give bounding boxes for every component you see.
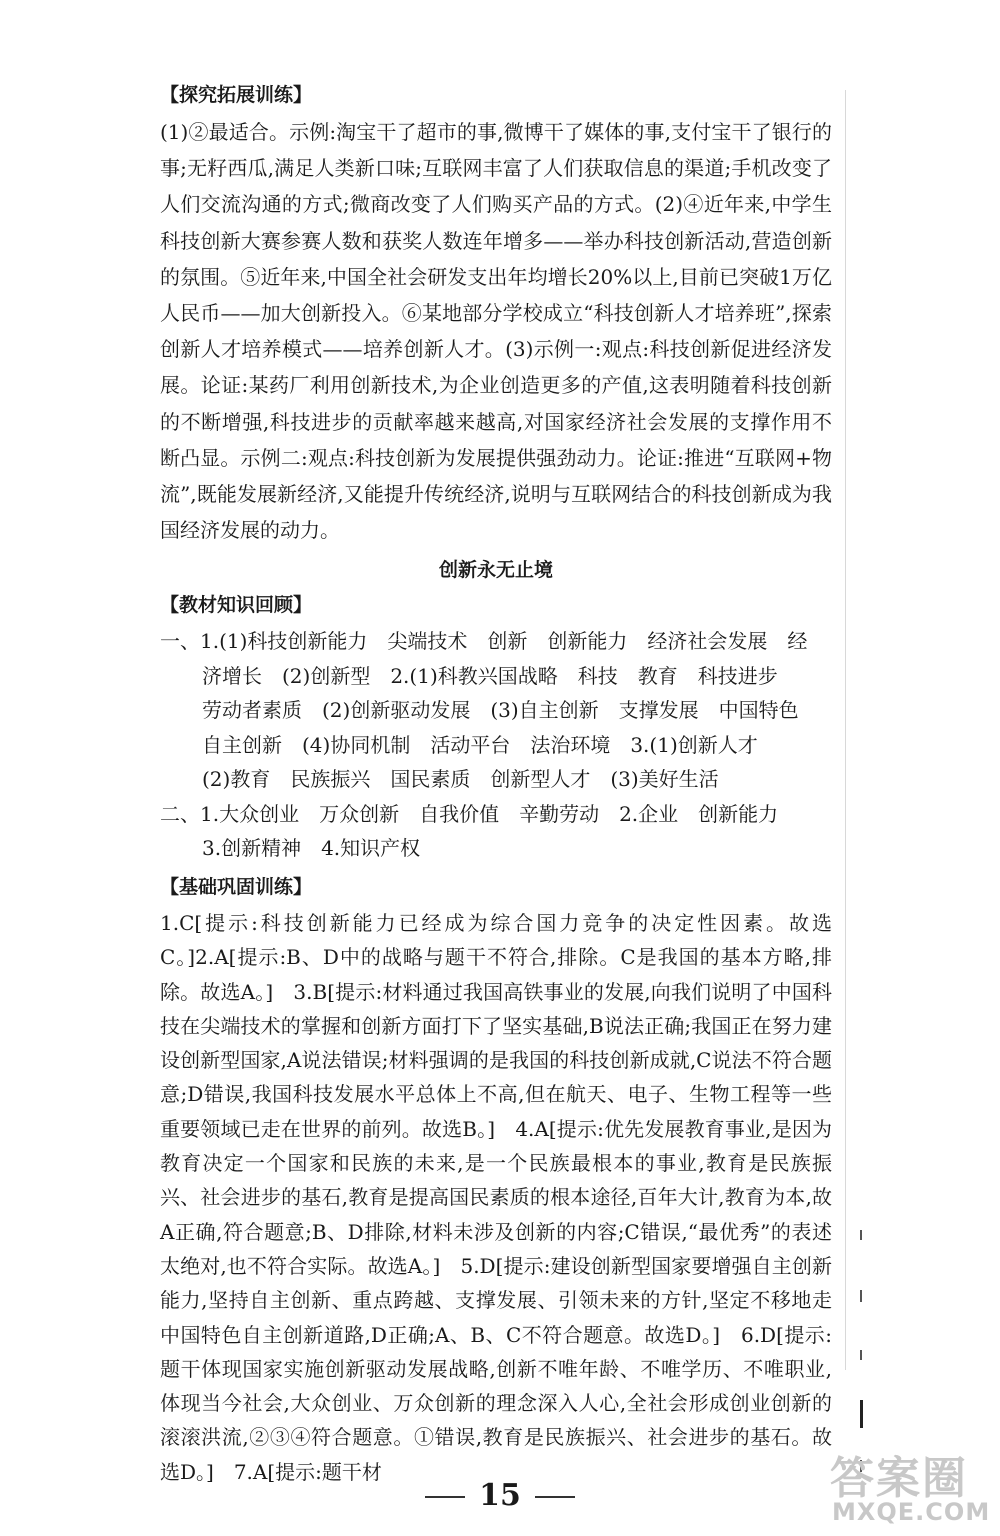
- page-body: [160, 78, 832, 1489]
- basic-section-heading: 【基础巩固训练】: [160, 875, 313, 898]
- knowledge-line: 二、1.大众创业 万众创新 自我价值 辛勤劳动 2.企业 创新能力: [160, 801, 779, 826]
- site-watermark: [826, 1442, 996, 1532]
- knowledge-line: 劳动者素质 (2)创新驱动发展 (3)自主创新 支撑发展 中国特色: [202, 698, 799, 723]
- knowledge-line: 济增长 (2)创新型 2.(1)科教兴国战略 科技 教育 科技进步: [202, 663, 778, 688]
- page-margin-rule: [845, 90, 846, 1370]
- basic-section-answers: 1.C[提示:科技创新能力已经成为综合国力竞争的决定性因素。故选C。]2.A[提示:B、D中的战略与题干不符合,排除。C是我国的基本方略,排除。故选A。] 3.B[提示:材料通过我国高铁事业的发展,向我们说明了中国科技在尖端技术的掌握和创新方面打下了坚实基础,B说法正确;我国正在努力建设创新型国家,A说法错误;材料强调的是我国的科技创新成就,C说法不符合题意;D错误,我国科技发展水平总体上不高,但在航天、电子、生物工程等一些重要领域已走在世界的前列。故选B。] 4.A[提示:优先发展教育事业,是因为教育决定一个国家和民族的未来,是一个民族最根本的事业,教育是民族振兴、社会进步的基石,教育是提高国民素质的根本途径,百年大计,教育为本,故A正确,符合题意;B、D排除,材料未涉及创新的内容;C错误,“最优秀”的表述太绝对,也不符合实际。故选A。] 5.D[提示:建设创新型国家要增强自主创新能力,坚持自主创新、重点跨越、支撑发展、引领未来的方针,坚定不移地走中国特色自主创新道路,D正确;A、B、C不符合题意。故选D。] 6.D[提示:题干体现国家实施创新驱动发展战略,创新不唯年龄、不唯学历、不唯职业,体现当今社会,大众创业、万众创新的理念深入人心,全社会形成创业创新的滚滚洪流,②③④符合题意。①错误,教育是民族振兴、社会进步的基石。故选D。] 7.A[提示:题干材: [160, 910, 832, 1484]
- knowledge-section-heading: 【教材知识回顾】: [160, 594, 313, 617]
- footer-dash-right: [535, 1496, 575, 1498]
- watermark-site: MXQE.COM: [832, 1498, 991, 1526]
- footer-dash-left: [425, 1496, 465, 1498]
- explore-section-heading: 【探究拓展训练】: [160, 84, 313, 106]
- explore-section-answers: (1)②最适合。示例:淘宝干了超市的事,微博干了媒体的事,支付宝干了银行的事;无籽西瓜,满足人类新口味;互联网丰富了人们获取信息的渠道;手机改变了人们交流沟通的方式;微商改变了人们购买产品的方式。(2)④近年来,中学生科技创新大赛参赛人数和获奖人数连年增多——举办科技创新活动,营造创新的氛围。⑤近年来,中国全社会研发支出年均增长20%以上,目前已突破1万亿人民币——加大创新投入。⑥某地部分学校成立“科技创新人才培养班”,探索创新人才培养模式——培养创新人才。(3)示例一:观点:科技创新促进经济发展。论证:某药厂利用创新技术,为企业创造更多的产值,这表明随着科技创新的不断增强,科技进步的贡献率越来越高,对国家经济社会发展的支撑作用不断凸显。示例二:观点:科技创新为发展提供强劲动力。论证:推进“互联网+物流”,既能发展新经济,又能提升传统经济,说明与互联网结合的科技创新成为我国经济发展的动力。: [160, 120, 832, 543]
- knowledge-line: 3.创新精神 4.知识产权: [202, 836, 421, 861]
- knowledge-line: 一、1.(1)科技创新能力 尖端技术 创新 创新能力 经济社会发展 经: [160, 629, 808, 654]
- page-number: 15: [479, 1478, 521, 1513]
- knowledge-line: 自主创新 (4)协同机制 活动平台 法治环境 3.(1)创新人才: [202, 732, 758, 757]
- lesson-title: 创新永无止境: [438, 559, 553, 582]
- watermark-brand: 答案圈: [830, 1453, 968, 1504]
- knowledge-answers: [160, 624, 832, 866]
- knowledge-line: (2)教育 民族振兴 国民素质 创新型人才 (3)美好生活: [202, 767, 719, 792]
